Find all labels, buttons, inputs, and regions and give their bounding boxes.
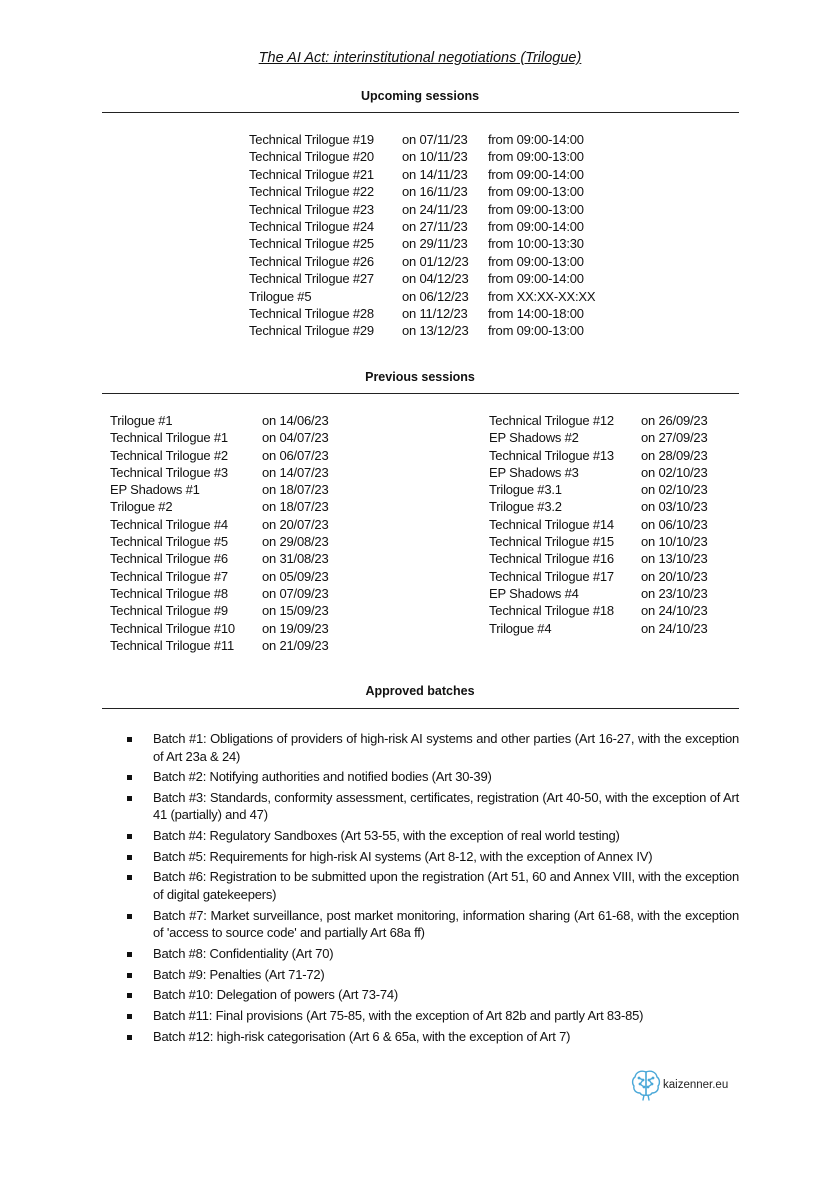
batches-divider <box>102 708 739 709</box>
session-name: EP Shadows #2 <box>489 430 579 446</box>
session-date: on 04/07/23 <box>262 430 329 446</box>
session-name: EP Shadows #1 <box>110 482 200 498</box>
session-date: on 14/11/23 <box>402 166 468 182</box>
session-time: from 09:00-14:00 <box>488 218 584 234</box>
session-name: Trilogue #3.2 <box>489 499 562 515</box>
batch-item: Batch #3: Standards, conformity assessment, certificates, registration (Art 40-50, with the exception of Art 41 (partially) and 47) <box>127 789 739 824</box>
session-date: on 31/08/23 <box>262 551 329 567</box>
session-name: Technical Trilogue #4 <box>110 516 228 532</box>
session-name: Technical Trilogue #24 <box>249 218 374 234</box>
session-name: Trilogue #3.1 <box>489 482 562 498</box>
session-name: Trilogue #4 <box>489 620 552 636</box>
session-name: Technical Trilogue #1 <box>110 430 228 446</box>
approved-batches-heading: Approved batches <box>365 684 475 698</box>
session-name: Technical Trilogue #16 <box>489 551 614 567</box>
upcoming-sessions-heading: Upcoming sessions <box>360 89 480 103</box>
session-date: on 05/09/23 <box>262 568 329 584</box>
session-date: on 24/10/23 <box>641 620 708 636</box>
session-date: on 14/07/23 <box>262 464 329 480</box>
session-date: on 21/09/23 <box>262 637 329 653</box>
session-name: EP Shadows #3 <box>489 464 579 480</box>
session-date: on 26/09/23 <box>641 413 708 428</box>
session-name: Technical Trilogue #11 <box>110 637 234 653</box>
brain-icon <box>631 1068 661 1102</box>
session-name: Technical Trilogue #14 <box>489 516 614 532</box>
session-time: from 09:00-13:00 <box>488 201 584 217</box>
session-date: on 01/12/23 <box>402 253 469 269</box>
session-date: on 24/11/23 <box>402 201 468 217</box>
session-name: Technical Trilogue #19 <box>249 132 374 147</box>
approved-batches-list <box>127 730 739 1048</box>
session-date: on 11/12/23 <box>402 305 468 321</box>
session-date: on 06/10/23 <box>641 516 708 532</box>
batch-item: Batch #8: Confidentiality (Art 70) <box>127 945 739 963</box>
session-date: on 27/09/23 <box>641 430 708 446</box>
session-name: Technical Trilogue #12 <box>489 413 614 428</box>
session-date: on 20/07/23 <box>262 516 329 532</box>
session-date: on 19/09/23 <box>262 620 329 636</box>
session-name: Trilogue #1 <box>110 413 173 428</box>
session-name: Technical Trilogue #20 <box>249 149 374 165</box>
batch-item: Batch #6: Registration to be submitted upon the registration (Art 51, 60 and Annex VIII, with the exception of digital gatekeepers) <box>127 868 739 903</box>
session-date: on 03/10/23 <box>641 499 708 515</box>
session-date: on 10/10/23 <box>641 534 708 550</box>
logo-text[interactable]: kaizenner.eu <box>663 1079 729 1091</box>
session-date: on 13/12/23 <box>402 323 469 339</box>
session-date: on 02/10/23 <box>641 482 708 498</box>
session-time: from XX:XX-XX:XX <box>488 288 596 304</box>
kaizenner-logo[interactable] <box>631 1068 741 1102</box>
batch-item: Batch #7: Market surveillance, post market monitoring, information sharing (Art 61-68, with the exception of 'access to source code' and partially Art 68a ff) <box>127 907 739 942</box>
session-name: Technical Trilogue #28 <box>249 305 374 321</box>
batch-item: Batch #10: Delegation of powers (Art 73-74) <box>127 986 739 1004</box>
session-date: on 28/09/23 <box>641 447 708 463</box>
session-name: Technical Trilogue #17 <box>489 568 614 584</box>
session-name: Technical Trilogue #26 <box>249 253 374 269</box>
batch-item: Batch #5: Requirements for high-risk AI systems (Art 8-12, with the exception of Annex IV) <box>127 848 739 866</box>
session-time: from 09:00-13:00 <box>488 149 584 165</box>
batch-item: Batch #11: Final provisions (Art 75-85, with the exception of Art 82b and partly Art 83-85) <box>127 1007 739 1025</box>
session-date: on 06/12/23 <box>402 288 469 304</box>
session-date: on 20/10/23 <box>641 568 708 584</box>
previous-divider <box>102 393 739 394</box>
session-time: from 14:00-18:00 <box>488 305 584 321</box>
session-name: Technical Trilogue #15 <box>489 534 614 550</box>
session-name: Technical Trilogue #25 <box>249 236 374 252</box>
session-name: EP Shadows #4 <box>489 585 579 601</box>
session-name: Technical Trilogue #21 <box>249 166 374 182</box>
session-time: from 09:00-14:00 <box>488 166 584 182</box>
upcoming-divider <box>102 112 739 113</box>
session-date: on 18/07/23 <box>262 499 329 515</box>
session-name: Technical Trilogue #7 <box>110 568 228 584</box>
session-name: Technical Trilogue #2 <box>110 447 228 463</box>
session-date: on 06/07/23 <box>262 447 329 463</box>
session-name: Technical Trilogue #5 <box>110 534 228 550</box>
session-date: on 14/06/23 <box>262 413 329 428</box>
session-date: on 24/10/23 <box>641 603 708 619</box>
session-name: Technical Trilogue #13 <box>489 447 614 463</box>
session-name: Technical Trilogue #6 <box>110 551 228 567</box>
session-time: from 09:00-13:00 <box>488 253 584 269</box>
session-date: on 10/11/23 <box>402 149 468 165</box>
session-time: from 09:00-13:00 <box>488 323 584 339</box>
session-name: Technical Trilogue #27 <box>249 271 374 287</box>
session-time: from 10:00-13:30 <box>488 236 584 252</box>
session-name: Technical Trilogue #8 <box>110 585 228 601</box>
session-date: on 15/09/23 <box>262 603 329 619</box>
document-title: The AI Act: interinstitutional negotiations (Trilogue) <box>258 50 582 66</box>
session-date: on 07/11/23 <box>402 132 468 147</box>
session-date: on 29/08/23 <box>262 534 329 550</box>
batch-item: Batch #1: Obligations of providers of high-risk AI systems and other parties (Art 16-27, with the exception of Art 23a & 24) <box>127 730 739 765</box>
session-date: on 16/11/23 <box>402 184 468 200</box>
session-date: on 29/11/23 <box>402 236 468 252</box>
session-name: Technical Trilogue #3 <box>110 464 228 480</box>
previous-sessions-heading: Previous sessions <box>365 370 475 384</box>
batch-item: Batch #9: Penalties (Art 71-72) <box>127 966 739 984</box>
session-name: Trilogue #2 <box>110 499 173 515</box>
session-name: Technical Trilogue #18 <box>489 603 614 619</box>
session-date: on 04/12/23 <box>402 271 469 287</box>
session-time: from 09:00-14:00 <box>488 271 584 287</box>
batch-item: Batch #12: high-risk categorisation (Art 6 & 65a, with the exception of Art 7) <box>127 1028 739 1046</box>
session-date: on 18/07/23 <box>262 482 329 498</box>
session-date: on 27/11/23 <box>402 218 468 234</box>
batch-item: Batch #4: Regulatory Sandboxes (Art 53-55, with the exception of real world testing) <box>127 827 739 845</box>
session-name: Technical Trilogue #29 <box>249 323 374 339</box>
session-name: Technical Trilogue #23 <box>249 201 374 217</box>
session-name: Technical Trilogue #10 <box>110 620 235 636</box>
batch-item: Batch #2: Notifying authorities and notified bodies (Art 30-39) <box>127 768 739 786</box>
session-date: on 07/09/23 <box>262 585 329 601</box>
session-name: Technical Trilogue #9 <box>110 603 228 619</box>
session-date: on 02/10/23 <box>641 464 708 480</box>
session-name: Technical Trilogue #22 <box>249 184 374 200</box>
session-time: from 09:00-14:00 <box>488 132 584 147</box>
session-name: Trilogue #5 <box>249 288 312 304</box>
session-date: on 13/10/23 <box>641 551 708 567</box>
session-date: on 23/10/23 <box>641 585 708 601</box>
session-time: from 09:00-13:00 <box>488 184 584 200</box>
